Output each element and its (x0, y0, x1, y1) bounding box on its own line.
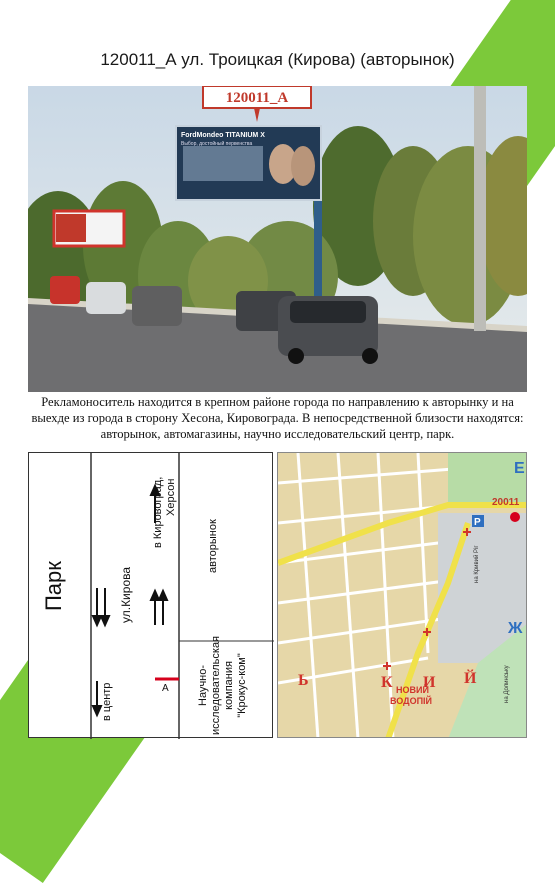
to-center-label: в центр (101, 682, 113, 721)
map-novyi: НОВИЙ (396, 685, 429, 695)
location-photo (28, 86, 527, 392)
street-lamp-pole (474, 86, 486, 331)
map-letter-3: И (423, 674, 436, 691)
map-letter-2: К (381, 674, 393, 691)
location-description: Рекламоноситель находится в крепном районе города по направлению к авторынку и на выехде из города в сторону Хесона, Кировограда. В непосредственной близости находятся: авторынок, автомагазины, научно исследовательский центр, парк. (31, 395, 524, 441)
park-label: Парк (41, 561, 66, 611)
svg-text:120011_А: 120011_А (225, 90, 289, 106)
map-street-krivoy: на Кривий Ріг (474, 545, 480, 583)
billboard-tagline: Выбор, достойный первенства (181, 141, 253, 147)
city-map (277, 452, 527, 738)
map-letter-1: Ь (298, 672, 309, 689)
billboard-brand: FordMondeo TITANIUM X (181, 132, 265, 139)
map-street-dolinska: на Долинську (504, 665, 510, 703)
street-label: ул.Кирова (119, 566, 133, 623)
map-letter-zh: Ж (508, 620, 523, 637)
kherson-label: Херсон (165, 478, 177, 516)
map-letter-e: Е (514, 460, 525, 477)
svg-text:P: P (474, 517, 481, 528)
market-label: авторынок (207, 519, 219, 573)
to-kirovograd-label: в Кировоград, (152, 476, 164, 548)
map-vodopii: ВОДОПІЙ (390, 696, 433, 706)
company-label: Научно- исследовательская компания "Крокус-ком" (197, 635, 248, 735)
traffic-scheme (28, 452, 273, 738)
page-title: 120011_А ул. Троицкая (Кирова) (авторынок) (100, 50, 455, 69)
map-letter-4: Й (464, 670, 477, 687)
marker-letter: А (162, 683, 169, 694)
map-location-marker (510, 512, 520, 522)
map-code: 20011 (492, 497, 520, 508)
